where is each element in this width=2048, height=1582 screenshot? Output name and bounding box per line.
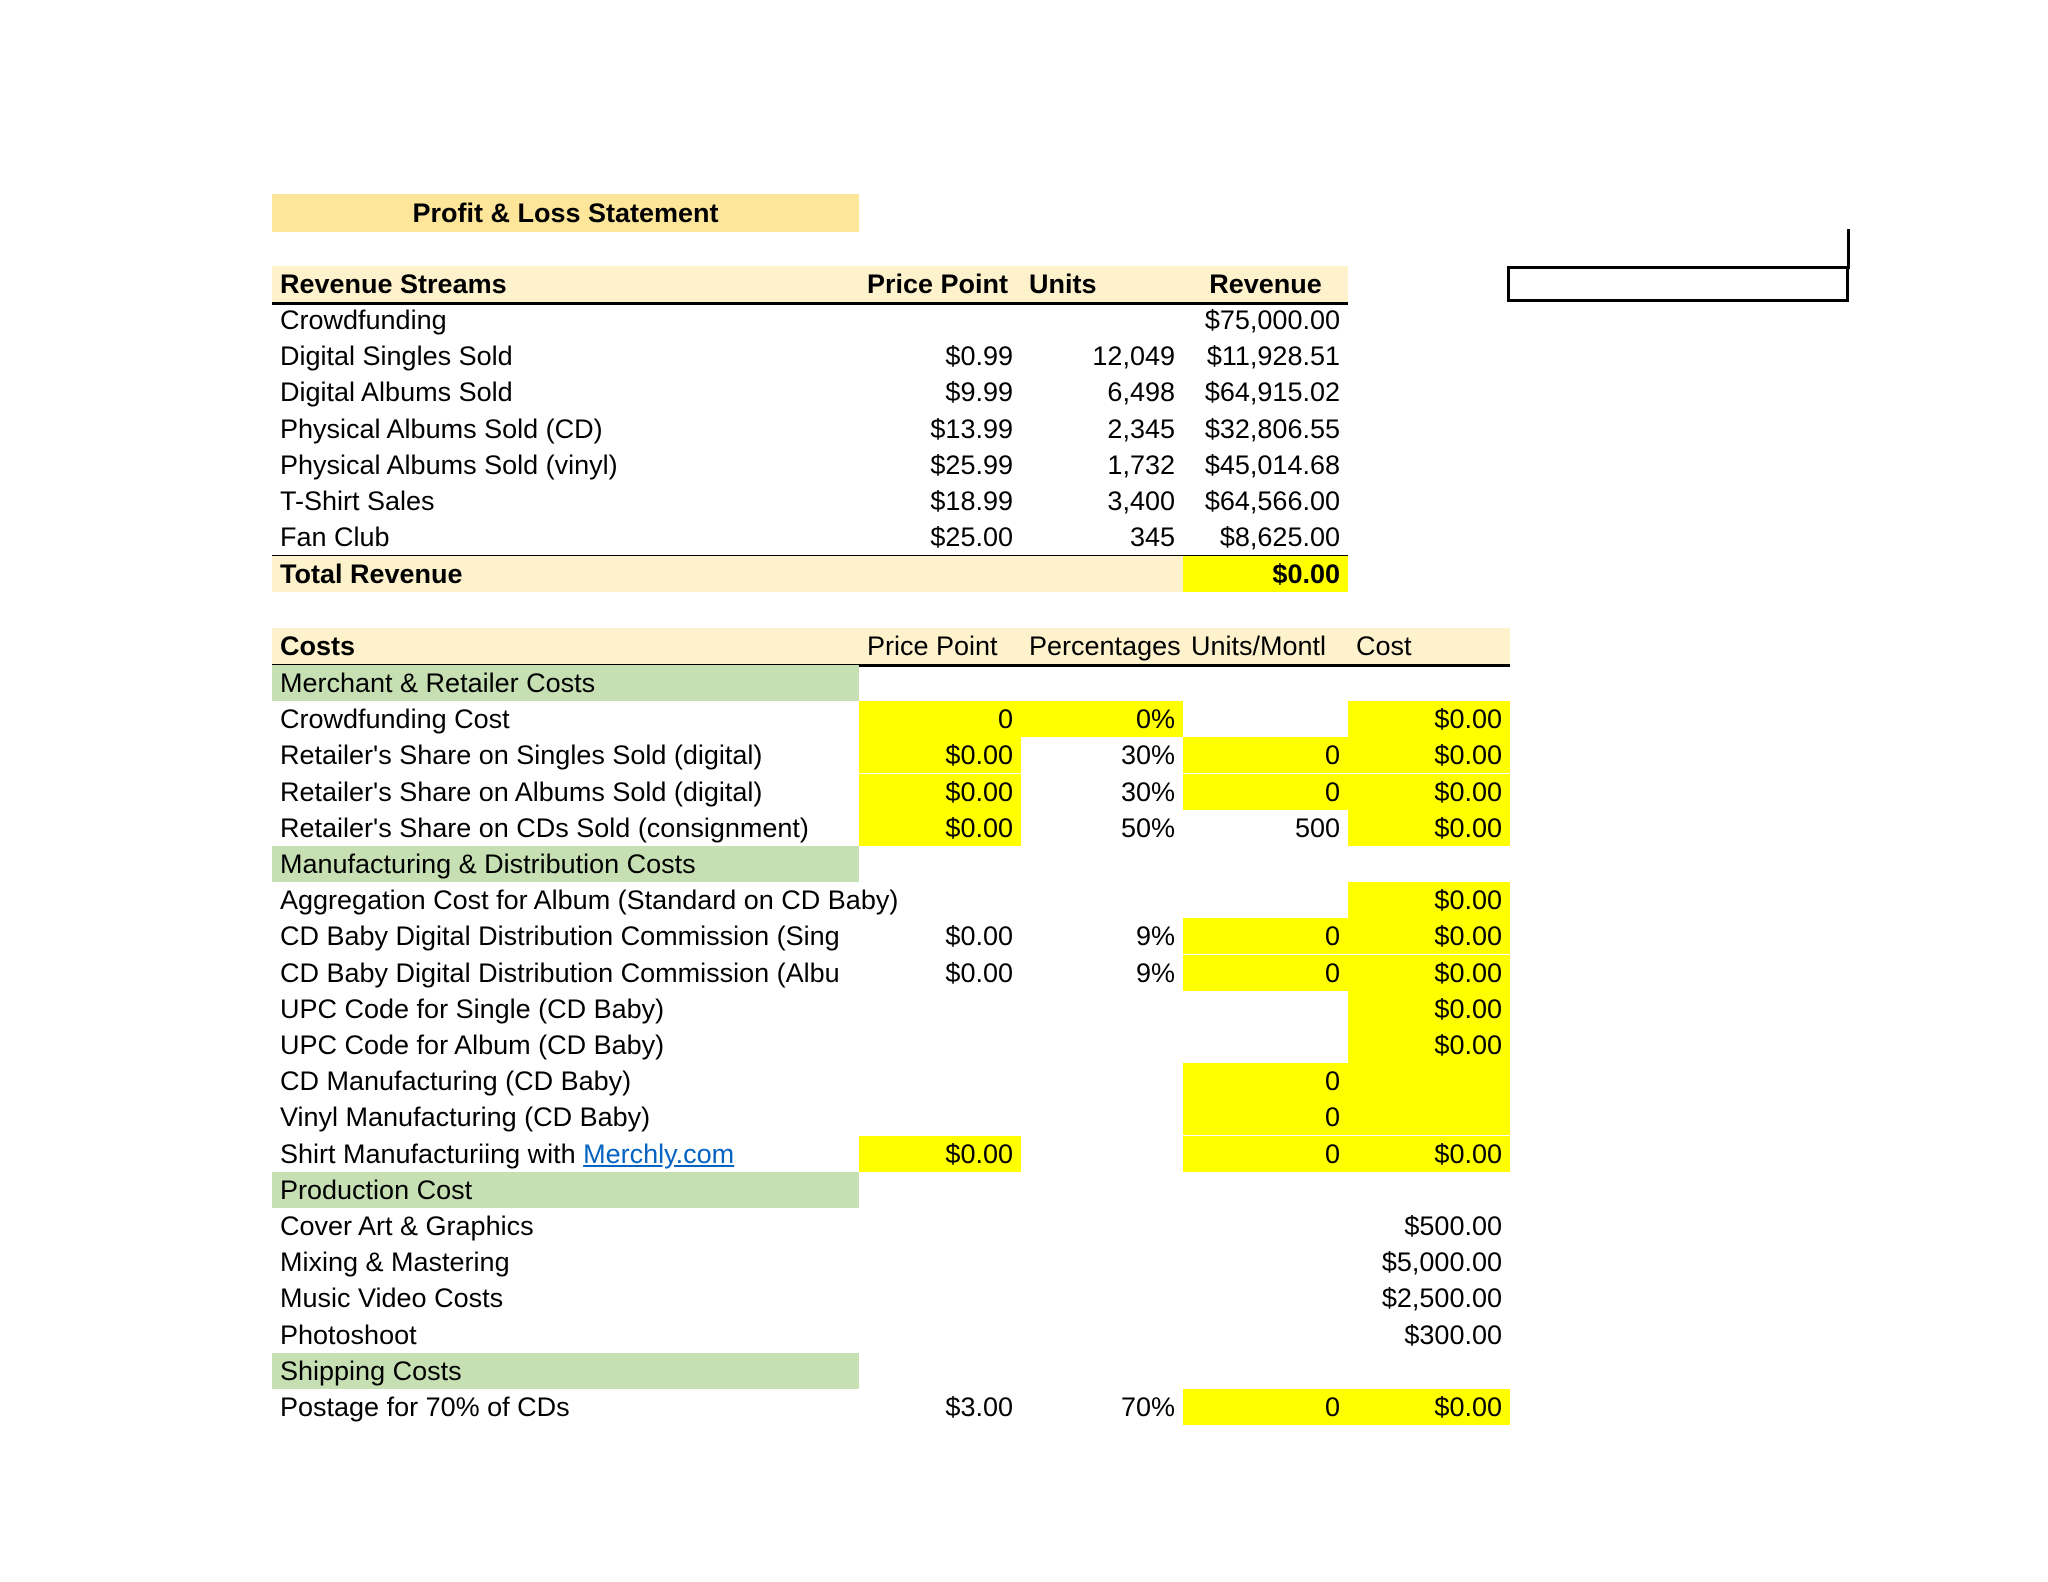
cost-row-label[interactable]: Mixing & Mastering bbox=[280, 1247, 510, 1278]
revenue-row-price[interactable]: $25.99 bbox=[930, 449, 1013, 480]
cost-section-title[interactable]: Merchant & Retailer Costs bbox=[272, 665, 859, 701]
cost-row-units[interactable] bbox=[1183, 701, 1348, 737]
cost-row-price[interactable] bbox=[859, 1099, 1021, 1135]
cost-row-units[interactable]: 0 bbox=[1183, 918, 1348, 954]
revenue-row-price[interactable] bbox=[859, 302, 1021, 338]
revenue-row-units[interactable]: 6,498 bbox=[1107, 377, 1175, 408]
cost-row-units[interactable] bbox=[1183, 1027, 1348, 1063]
revenue-header-revenue[interactable]: Revenue bbox=[1183, 266, 1348, 302]
cost-row-label[interactable]: Crowdfunding Cost bbox=[280, 704, 510, 735]
cost-row-cost[interactable]: $5,000.00 bbox=[1381, 1247, 1502, 1278]
cost-row-percent[interactable] bbox=[1021, 1280, 1183, 1316]
statement-title[interactable]: Profit & Loss Statement bbox=[272, 194, 859, 232]
revenue-row-units[interactable]: 12,049 bbox=[1092, 341, 1175, 372]
cost-row-label[interactable]: UPC Code for Single (CD Baby) bbox=[280, 993, 665, 1024]
cost-row-label[interactable]: Postage for 70% of CDs bbox=[280, 1392, 570, 1422]
cost-row-percent[interactable] bbox=[1021, 991, 1183, 1027]
cost-row-label[interactable]: Vinyl Manufacturing (CD Baby) bbox=[280, 1102, 651, 1133]
revenue-row-price[interactable]: $9.99 bbox=[945, 377, 1013, 408]
cost-row-percent[interactable]: 9% bbox=[1135, 957, 1175, 988]
revenue-row-revenue[interactable]: $8,625.00 bbox=[1219, 522, 1340, 553]
cost-row-price[interactable] bbox=[859, 1280, 1021, 1316]
revenue-row-price[interactable]: $0.99 bbox=[945, 341, 1013, 372]
cost-row-cost[interactable]: $0.00 bbox=[1348, 774, 1510, 810]
cost-row-price[interactable]: 0 bbox=[859, 701, 1021, 737]
cost-row-percent[interactable] bbox=[1021, 882, 1183, 918]
cost-row-percent[interactable] bbox=[1021, 1208, 1183, 1244]
empty-selected-cell[interactable] bbox=[1507, 266, 1849, 302]
costs-header-price[interactable]: Price Point bbox=[859, 628, 1021, 664]
cost-row-price[interactable] bbox=[859, 882, 1021, 918]
cost-row-cost[interactable]: $300.00 bbox=[1404, 1319, 1502, 1350]
cost-row-price[interactable] bbox=[859, 1208, 1021, 1244]
cost-row-percent[interactable]: 30% bbox=[1120, 776, 1175, 807]
cost-row-label[interactable]: Retailer's Share on CDs Sold (consignment) bbox=[280, 812, 809, 843]
revenue-row-label[interactable]: Physical Albums Sold (vinyl) bbox=[280, 449, 618, 480]
revenue-row-label[interactable]: T-Shirt Sales bbox=[280, 486, 435, 516]
cost-row-label[interactable]: CD Manufacturing (CD Baby) bbox=[280, 1066, 632, 1097]
revenue-header-units[interactable]: Units bbox=[1021, 266, 1183, 302]
cost-row-cost[interactable]: $0.00 bbox=[1348, 737, 1510, 773]
revenue-row-units[interactable]: 1,732 bbox=[1107, 449, 1175, 480]
cost-row-price[interactable] bbox=[859, 1317, 1021, 1353]
cost-row-cost[interactable]: $0.00 bbox=[1348, 810, 1510, 846]
cost-row-price[interactable]: $0.00 bbox=[859, 1136, 1021, 1172]
revenue-row-revenue[interactable]: $45,014.68 bbox=[1204, 449, 1340, 480]
cost-row-cost[interactable]: $0.00 bbox=[1348, 955, 1510, 991]
cost-row-cost[interactable] bbox=[1348, 1099, 1510, 1135]
revenue-row-units[interactable] bbox=[1021, 302, 1183, 338]
cost-row-cost[interactable]: $0.00 bbox=[1348, 1389, 1510, 1425]
revenue-row-label[interactable]: Digital Singles Sold bbox=[280, 341, 513, 372]
cost-row-price[interactable]: $0.00 bbox=[859, 737, 1021, 773]
cost-row-label[interactable]: Photoshoot bbox=[280, 1319, 417, 1350]
cost-section-title[interactable]: Shipping Costs bbox=[272, 1353, 859, 1389]
revenue-row-price[interactable]: $25.00 bbox=[930, 522, 1013, 553]
total-revenue-label[interactable]: Total Revenue bbox=[272, 556, 1183, 592]
cost-row-label[interactable]: UPC Code for Album (CD Baby) bbox=[280, 1030, 665, 1060]
revenue-row-price[interactable]: $18.99 bbox=[930, 486, 1013, 516]
cost-row-percent[interactable] bbox=[1021, 1317, 1183, 1353]
cost-row-percent[interactable] bbox=[1021, 1027, 1183, 1063]
cost-row-cost[interactable] bbox=[1348, 1063, 1510, 1099]
cost-row-label[interactable]: Cover Art & Graphics bbox=[280, 1211, 534, 1241]
cost-row-units[interactable]: 0 bbox=[1183, 1099, 1348, 1135]
cost-row-price[interactable] bbox=[859, 1027, 1021, 1063]
cost-row-units[interactable] bbox=[1183, 991, 1348, 1027]
cost-row-units[interactable]: 0 bbox=[1183, 1389, 1348, 1425]
cost-row-label[interactable]: CD Baby Digital Distribution Commission (Albu bbox=[280, 957, 840, 988]
revenue-row-label[interactable]: Crowdfunding bbox=[280, 305, 447, 335]
cost-row-units[interactable] bbox=[1183, 1317, 1348, 1353]
cost-row-price[interactable] bbox=[859, 1244, 1021, 1280]
cost-row-percent[interactable] bbox=[1021, 1099, 1183, 1135]
cost-row-units[interactable] bbox=[1183, 1244, 1348, 1280]
cost-row-price[interactable] bbox=[859, 991, 1021, 1027]
cost-row-percent[interactable]: 70% bbox=[1120, 1392, 1175, 1422]
cost-row-percent[interactable] bbox=[1021, 1136, 1183, 1172]
cost-row-price[interactable]: $3.00 bbox=[945, 1392, 1013, 1422]
cost-row-price[interactable]: $0.00 bbox=[945, 957, 1013, 988]
cost-row-label[interactable]: Retailer's Share on Albums Sold (digital) bbox=[280, 776, 763, 807]
cost-row-units[interactable]: 0 bbox=[1183, 737, 1348, 773]
cost-row-units[interactable] bbox=[1183, 882, 1348, 918]
cost-row-cost[interactable]: $0.00 bbox=[1348, 1136, 1510, 1172]
cost-section-title[interactable]: Production Cost bbox=[272, 1172, 859, 1208]
cost-row-price[interactable]: $0.00 bbox=[859, 810, 1021, 846]
revenue-row-price[interactable]: $13.99 bbox=[930, 413, 1013, 444]
cost-row-label-text: Shirt Manufacturiing with bbox=[280, 1138, 584, 1169]
cost-row-label[interactable]: Music Video Costs bbox=[280, 1283, 504, 1314]
revenue-row-revenue[interactable]: $11,928.51 bbox=[1206, 341, 1340, 372]
cost-row-cost[interactable]: $0.00 bbox=[1348, 1027, 1510, 1063]
costs-header-label[interactable]: Costs bbox=[272, 628, 859, 664]
cost-row-label[interactable]: Aggregation Cost for Album (Standard on CD Baby) bbox=[280, 885, 899, 916]
cost-row-units[interactable]: 0 bbox=[1183, 774, 1348, 810]
revenue-row-label[interactable]: Physical Albums Sold (CD) bbox=[280, 413, 603, 444]
revenue-row-revenue[interactable]: $64,566.00 bbox=[1204, 486, 1340, 516]
cost-row-cost[interactable]: $0.00 bbox=[1348, 882, 1510, 918]
cost-row-price[interactable] bbox=[859, 1063, 1021, 1099]
cost-row-percent[interactable] bbox=[1021, 1244, 1183, 1280]
cost-row-percent[interactable]: 9% bbox=[1135, 921, 1175, 952]
cost-row-units[interactable]: 0 bbox=[1183, 1136, 1348, 1172]
revenue-row-revenue[interactable]: $75,000.00 bbox=[1204, 305, 1340, 335]
revenue-row-label[interactable]: Fan Club bbox=[280, 522, 390, 553]
cost-row-cost[interactable]: $0.00 bbox=[1348, 918, 1510, 954]
cost-row-percent[interactable]: 50% bbox=[1120, 812, 1175, 843]
cost-row-percent[interactable] bbox=[1021, 1063, 1183, 1099]
costs-header-percent[interactable]: Percentages bbox=[1021, 628, 1183, 664]
cost-row-cost[interactable]: $500.00 bbox=[1404, 1211, 1502, 1241]
cost-row-units[interactable] bbox=[1183, 1208, 1348, 1244]
cost-row-units[interactable] bbox=[1183, 1280, 1348, 1316]
cost-row-percent[interactable]: 0% bbox=[1021, 701, 1183, 737]
cost-row-percent[interactable]: 30% bbox=[1120, 740, 1175, 771]
cost-row-cost[interactable]: $0.00 bbox=[1348, 701, 1510, 737]
revenue-row-units[interactable]: 3,400 bbox=[1107, 486, 1175, 516]
merchly-link[interactable]: Merchly.com bbox=[583, 1138, 735, 1169]
revenue-row-units[interactable]: 2,345 bbox=[1107, 413, 1175, 444]
cost-row-cost[interactable]: $2,500.00 bbox=[1381, 1283, 1502, 1314]
revenue-header-label[interactable]: Revenue Streams bbox=[272, 266, 859, 302]
cost-row-units[interactable]: 500 bbox=[1294, 812, 1340, 843]
costs-header-units[interactable]: Units/Montl bbox=[1183, 628, 1348, 664]
cost-row-cost[interactable]: $0.00 bbox=[1348, 991, 1510, 1027]
cost-row-units[interactable]: 0 bbox=[1183, 1063, 1348, 1099]
cost-row-price[interactable]: $0.00 bbox=[859, 774, 1021, 810]
cost-section-title[interactable]: Manufacturing & Distribution Costs bbox=[272, 846, 859, 882]
cost-row-units[interactable]: 0 bbox=[1183, 955, 1348, 991]
costs-header-cost[interactable]: Cost bbox=[1348, 628, 1510, 664]
revenue-header-price[interactable]: Price Point bbox=[859, 266, 1021, 302]
revenue-row-units[interactable]: 345 bbox=[1129, 522, 1175, 553]
cost-row-label[interactable]: CD Baby Digital Distribution Commission (Sing bbox=[280, 921, 840, 952]
revenue-row-revenue[interactable]: $64,915.02 bbox=[1204, 377, 1340, 408]
revenue-row-label[interactable]: Digital Albums Sold bbox=[280, 377, 513, 408]
total-revenue-value[interactable]: $0.00 bbox=[1183, 556, 1348, 592]
cost-row-label[interactable]: Retailer's Share on Singles Sold (digital) bbox=[280, 740, 763, 771]
revenue-row-revenue[interactable]: $32,806.55 bbox=[1204, 413, 1340, 444]
cost-row-price[interactable]: $0.00 bbox=[945, 921, 1013, 952]
cost-row-label[interactable] bbox=[272, 1136, 859, 1172]
top-box-border bbox=[1847, 229, 1850, 269]
